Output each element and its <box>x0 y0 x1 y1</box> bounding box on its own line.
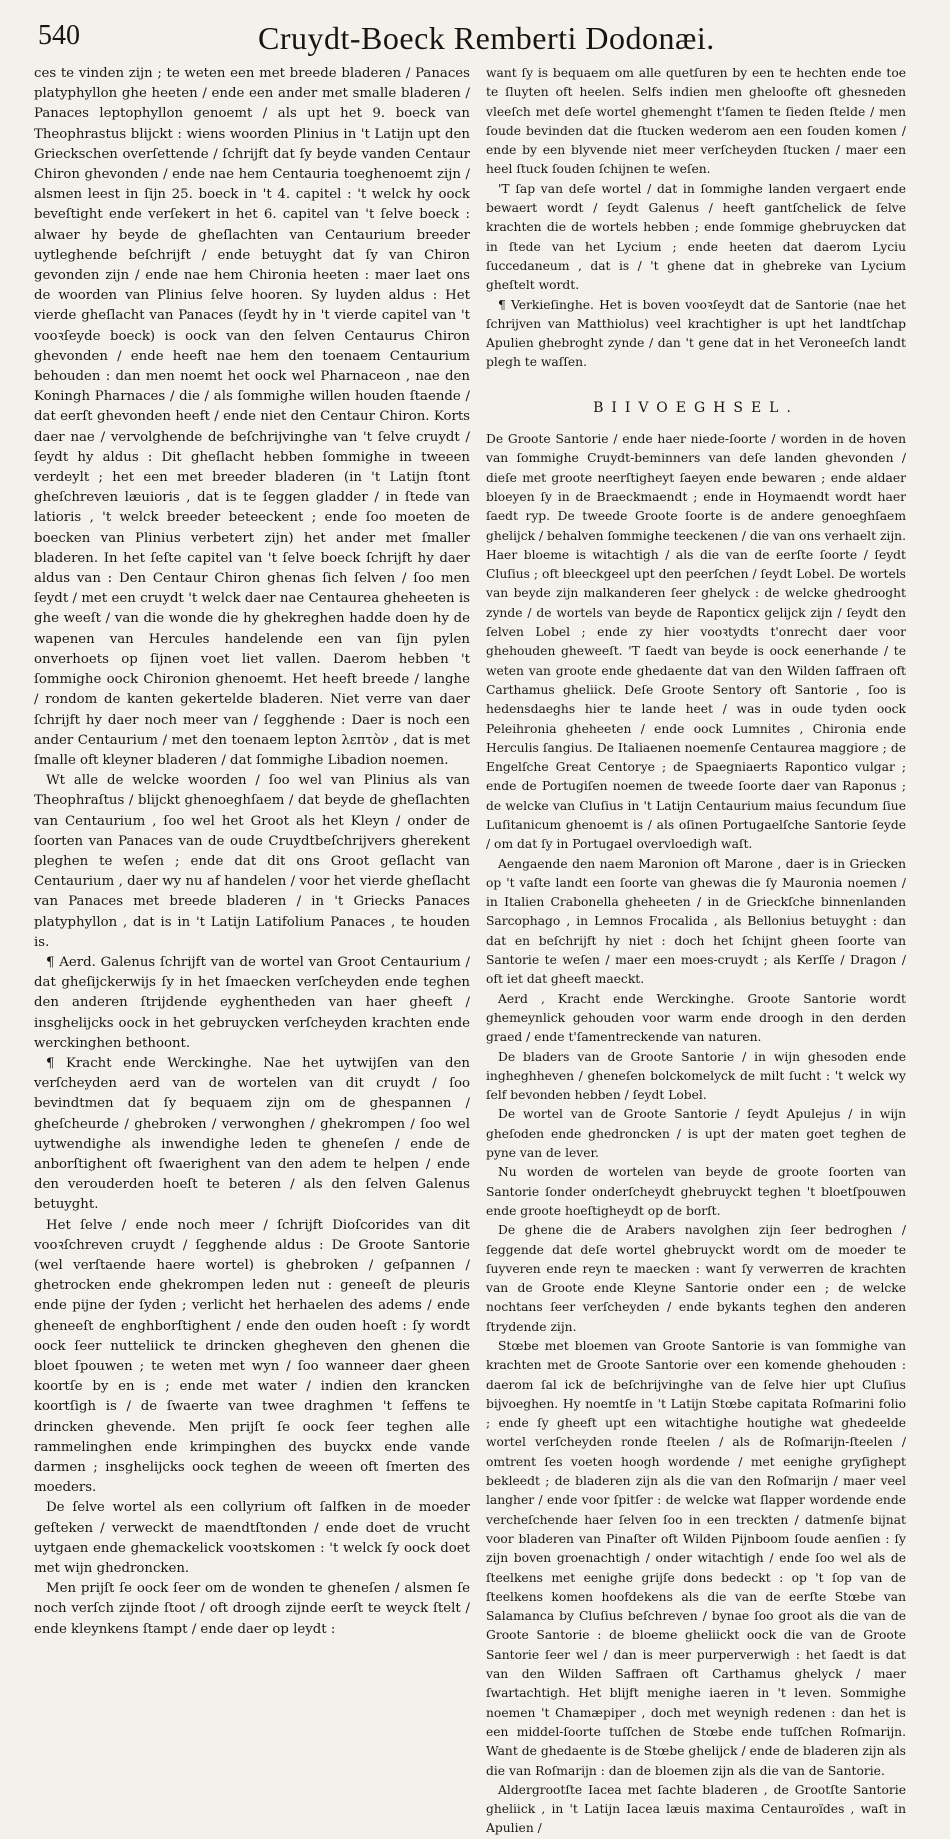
left-paragraph-1: ces te vinden zijn ; te weten een met breede bladeren / Panaces platyphyllon ghe heeten / ende een ander met smalle bladeren / Panaces leptophyllon genoemt / als upt het 9. boeck van Theophrastus blijckt : wiens woorden Plinius in 't Latijn upt den Grieckschen overſettende / ſchrijft dat ſy beyde vanden Centaur Chiron ghevonden / ende nae hem Centauria toeghenoemt zijn / alsmen leest in ſijn 25. boeck in 't 4. capitel : 't welck hy oock beveſtight ende verſekert in het 6. capitel van 't ſelve boeck : alwaer hy beyde de gheſlachten van Centaurium breeder uytleghende beſchrijft / ende betuyght dat ſy van Chiron gevonden zijn / ende nae hem Chironia heeten : maer laet ons de woorden van Plinius ſelve hooren. Sy luyden aldus : Het vierde gheſlacht van Panaces (ſeydt hy in 't vierde capitel van 't vooꝛſeyde boeck) is oock van den ſelven Centaurus Chiron ghevonden / ende heeft nae hem den toenaem Centaurium behouden : dan men noemt het oock wel Pharnaceon , nae den Koningh Pharnaces / die / als ſommighe willen houden ſtaende / dat eerſt ghevonden heeft / ende niet den Centaur Chiron. Korts daer nae / vervolghende de beſchrijvinghe van 't ſelve cruydt / ſeydt hy aldus : Dit gheſlacht hebben ſommighe in tweeen verdeylt ; het een met breeder bladeren (in 't Latijn ſtont gheſchreven læuioris , dat is te ſeggen gladder / in ſtede van latioris , 't welck breeder beteeckent ; ende ſoo moeten de boecken van Plinius verbetert zijn) het ander met ſmaller bladeren. In het ſeſte capitel van 't ſelve boeck ſchrijft hy daer aldus van : Den Centaur Chiron ghenas ſich ſelven / ſoo men ſeydt / met een cruydt 't welck daer nae Centaurea gheheeten is ghe weeſt / van die wonde die hy ghekreghen hadde doen hy de wapenen van Hercules handelende een van ſijn pylen onverhoets op ſijnen voet liet vallen. Daerom hebben 't ſommighe oock Chironion ghenoemt. Het heeft breede / langhe / rondom de kanten gekertelde bladeren. Niet verre van daer ſchrijft hy daer noch meer van / ſegghende : Daer is noch een ander Centaurium / met den toenaem lepton λεπτὸν , dat is met ſmalle oft kleyner bladeren / dat ſommighe Libadion noemen. <box>34 66 470 768</box>
right-paragraph-sap: 'T ſap van deſe wortel / dat in ſommighe landen vergaert ende bewaert wordt / ſeydt Galenus / heeft gantſchelick de ſelve krachten die de wortels hebben ; ende ſommige ghebruycken dat in ſtede van het Lycium ; ende heeten dat daerom Lyciu ſuccedaneum , dat is / 't ghene dat in ghebreke van Lycium gheſtelt wordt. <box>486 181 906 293</box>
page-number: 540 <box>38 20 80 51</box>
right-paragraph-groote-santorie: De Groote Santorie / ende haer niede-ſoorte / worden in de hoven van ſommighe Cruydt-beminners van deſe landen ghevonden / dieſe met groote neerſtigheyt ſaeyen ende bewaren ; ende aldaer bloeyen ſy in de Braeckmaendt ; ende in Hoymaendt wordt haer ſaedt ryp. De tweede Groote ſoorte is de andere genoeghſaem ghelijck / behalven ſommighe teeckenen / die van ons verhaelt zijn. Haer bloeme is witachtigh / als die van de eerſte ſoorte / ſeydt Cluſius ; oft bleeckgeel upt den peerſchen / ſeydt Lobel. De wortels van beyde zijn malkanderen ſeer ghelyck : de welcke ghedrooght zynde / de wortels van beyde de Raponticx gelijck zijn / ſeydt den ſelven Lobel ; ende zy hier vooꝛtydts t'onrecht daer voor ghehouden gheweeſt. 'T ſaedt van beyde is oock eenerhande / te weten van groote ende ghedaente dat van den Wilden ſaffraen oft Carthamus gheliick. Deſe Groote Sentory oft Santorie , ſoo is hedensdaeghs hier te lande heet / was in oude tyden oock Peleihronia gheheeten / ende oock Lumnites , Chironia ende Herculis ſangius. De Italiaenen noemenſe Centaurea maggiore ; de Engelſche Great Centorye ; de Spaegniaerts Rapontico vulgar ; ende de Portugiſen noemen de tweede ſoorte daer van Raponus ; de welcke van Cluſius in 't Latijn Centaurium maius ſecundum ſiue Luſitanicum ghenoemt is / als oſinen Portugaelſche Santorie ſeyde / om dat ſy in Portugael overvloedigh waſt. <box>486 432 906 852</box>
section-heading-bijvoeghsel: BIIVOEGHSEL. <box>593 399 799 416</box>
right-paragraph-iacea: Aldergrootſte Iacea met ſachte bladeren , de Grootſte Santorie gheliick , in 't Latijn Iacea læuis maxima Centauroïdes , waſt in Apulien / <box>486 1782 906 1836</box>
page-header <box>38 16 912 64</box>
right-paragraph-nu-worden: Nu worden de wortelen van beyde de groote ſoorten van Santorie ſonder onderſcheydt ghebruyckt teghen 't bloetſpouwen ende groote hoeſtigheydt op de borſt. <box>486 1165 906 1218</box>
right-column <box>486 64 906 1836</box>
right-paragraph-1: want ſy is bequaem om alle quetſuren by een te hechten ende toe te ſluyten oft heelen. Selfs indien men gheloofte oft ghesneden vleeſch met deſe wortel ghemenght t'ſamen te ſieden ſtelde / men ſoude bevinden dat die ſtucken wederom aen een ſouden komen / ende by een blyvende niet meer verſcheyden ſtucken / maer een heel ſtuck ſouden ſchijnen te weſen. <box>486 66 906 177</box>
running-title: Cruydt-Boeck Remberti Dodonæi. <box>258 20 715 56</box>
right-paragraph-wortel: De wortel van de Groote Santorie / ſeydt Apulejus / in wijn gheſoden ende ghedroncken / is upt der maten goet teghen de pyne van de lever. <box>486 1107 906 1161</box>
right-paragraph-aerd: Aerd , Kracht ende Werckinghe. Groote Santorie wordt ghemeynlick gehouden voor warm ende droogh in den derden graed / ende t'ſamentreckende van naturen. <box>486 991 906 1045</box>
left-paragraph-kracht: ¶ Kracht ende Werckinghe. Nae het uytwijſen van den verſcheyden aerd van de wortelen van dit cruydt / ſoo bevindtmen dat ſy bequaem zijn om de ghespannen / gheſcheurde / ghebroken / verwonghen / ghekrompen / ſoo wel uytwendighe als inwendighe leden te gheneſen / ende de anborſtighent oft ſwaerighent van den adem te helpen / ende den verouderden hoeſt te beteren / als den ſelven Galenus betuyght. <box>34 1055 470 1213</box>
right-paragraph-stoebe: Stœbe met bloemen van Groote Santorie is van ſommighe van krachten met de Groote Santorie over een komende ghehouden : daerom ſal ick de beſchrijvinghe van de ſelve hier upt Cluſius bijvoeghen. Hy noemtſe in 't Latijn Stœbe capitata Roſmarini folio ; ende ſy gheeft upt een witachtighe houtighe wat ghedeelde wortel verſcheyden ronde ſteelen / als de Roſmarijn-ſteelen / omtrent ſes voeten hoogh wordende / met eenighe gryſighept bekleedt ; de bladeren zijn als die van den Roſmarijn / maer veel langher / ende voor ſpitſer : de welcke wat ſlapper wordende ende vercheſchende haer ſelven ſoo in een treckten / datmenſe bijnat voor bladeren van Pinaſter oft Wilden Pijnboom ſoude aenſien : ſy zijn boven groenachtigh / onder witachtigh / ende ſoo wel als de ſteelkens met eenighe grijſe dons bedeckt : op 't ſop van de ſteelkens komen hoofdekens als die van de eerſte Stœbe van Salamanca by Cluſius beſchreven / bynae ſoo groot als die van de Groote Santorie : de bloeme gheliickt oock die van de Groote Santorie ſeer wel / dan is meer purperverwigh : het ſaedt is dat van den Wilden Saffraen oft Carthamus ghelyck / maer ſwartachtigh. Het blijft menighe iaeren in 't leven. Sommighe noemen 't Chamæpiper , doch met weynigh redenen : dan het is een middel-ſoorte tuſſchen de Stœbe ende tuſſchen Roſmarijn. Want de ghedaente is de Stœbe ghelijck / ende de bladeren zijn als die van Roſmarijn : dan de bloemen zijn als die van de Santorie. <box>486 1339 906 1778</box>
left-paragraph-collyrium: De ſelve wortel als een collyrium oft ſalfken in de moeder geſteken / verweckt de maendtſtonden / ende doet de vrucht uytgaen ende ghemackelick vooꝛtskomen : 't welck ſy oock doet met wijn ghedroncken. <box>34 1500 470 1577</box>
right-paragraph-bladers: De bladers van de Groote Santorie / in wijn ghesoden ende ingheghheven / gheneſen bolckomelyck de milt ſucht : 't welck wy ſelf bevonden hebben / ſeydt Lobel. <box>486 1049 906 1103</box>
left-paragraph-aerd: ¶ Aerd. Galenus ſchrijft van de wortel van Groot Centaurium / dat gheſijckerwijs ſy in het ſmaecken verſcheyden ende teghen den anderen ſtrijdende eyghentheden van haer gheeft / insghelijcks oock in het gebruycken verſcheyden krachten ende werckinghen bethoont. <box>34 954 470 1051</box>
right-paragraph-arabers: De ghene die de Arabers navolghen zijn ſeer bedroghen / ſeggende dat deſe wortel ghebruyckt wordt om de moeder te ſuyveren ende reyn te maecken : want ſy verwerren de krachten van de Groote ende Kleyne Santorie onder een ; de welcke nochtans ſeer verſcheyden / ende bykants teghen den anderen ſtrydende zijn. <box>486 1223 906 1334</box>
left-paragraph-dioscorides: Het ſelve / ende noch meer / ſchrijft Dioſcorides van dit vooꝛſchreven cruydt / ſegghende aldus : De Groote Santorie (wel verſtaende haere wortel) is ghebroken / geſpannen / ghetrocken ende ghekrompen leden nut : geneeſt de pleuris ende pijne der ſyden ; verlicht het herhaelen des adems / ende gheneeſt de enghborſtighent / ende den ouden hoeſt : ſy wordt oock ſeer nutteliick te drincken ghegheven den ghenen die bloet ſpouwen ; te weten met wyn / ſoo wanneer daer gheen koortſe by en is ; ende met water / indien den krancken koortſigh is / de ſwaerte van twee draghmen 't ſeffens te drincken ghevende. Men prijſt ſe oock ſeer teghen alle rammelinghen ende krimpinghen des buyckx ende vande darmen ; insghelijcks oock teghen de weeen oft ſmerten des moeders. <box>34 1217 470 1496</box>
right-paragraph-verkiesinghe: ¶ Verkieſinghe. Het is boven vooꝛſeydt dat de Santorie (nae het ſchrijven van Matthiolus) veel krachtigher is upt het landtſchap Apulien ghebroght zynde / dan 't gene dat in het Veroneeſch landt plegh te waſſen. <box>486 297 906 370</box>
left-paragraph-wonden: Men prijſt ſe oock ſeer om de wonden te gheneſen / alsmen ſe noch verſch zijnde ſtoot / oft droogh zijnde eerſt te weyck ſtelt / ende kleynkens ſtampt / ende daer op leydt : <box>34 1581 470 1637</box>
left-column <box>34 64 470 1637</box>
left-paragraph-2: Wt alle de welcke woorden / ſoo wel van Plinius als van Theophraſtus / blijckt ghenoeghſaem / dat beyde de gheſlachten van Centaurium , ſoo wel het Groot als het Kleyn / onder de ſoorten van Panaces van de oude Cruydtbeſchrijvers gherekent pleghen te weſen ; ende dat dit ons Groot geſlacht van Centaurium , daer wy nu af handelen / voor het vierde gheſlacht van Panaces met breede bladeren / in 't Griecks Panaces platyphyllon , dat is in 't Latijn Latifolium Panaces , te houden is. <box>34 773 470 950</box>
right-paragraph-maronion: Aengaende den naem Maronion oft Marone , daer is in Griecken op 't vaſte landt een ſoorte van ghewas die ſy Mauronia noemen / in Italien Crabonella gheheeten / in de Grieckſche binnenlanden Sarcophago , in Lemnos Frocalida , als Bellonius betuyght : dan dat en beſchrijft hy niet : doch het ſchijnt gheen ſoorte van Santorie te weſen / maer een moes-cruydt ; als Kerſſe / Dragon / oft iet dat gheeft maeckt. <box>486 856 906 987</box>
